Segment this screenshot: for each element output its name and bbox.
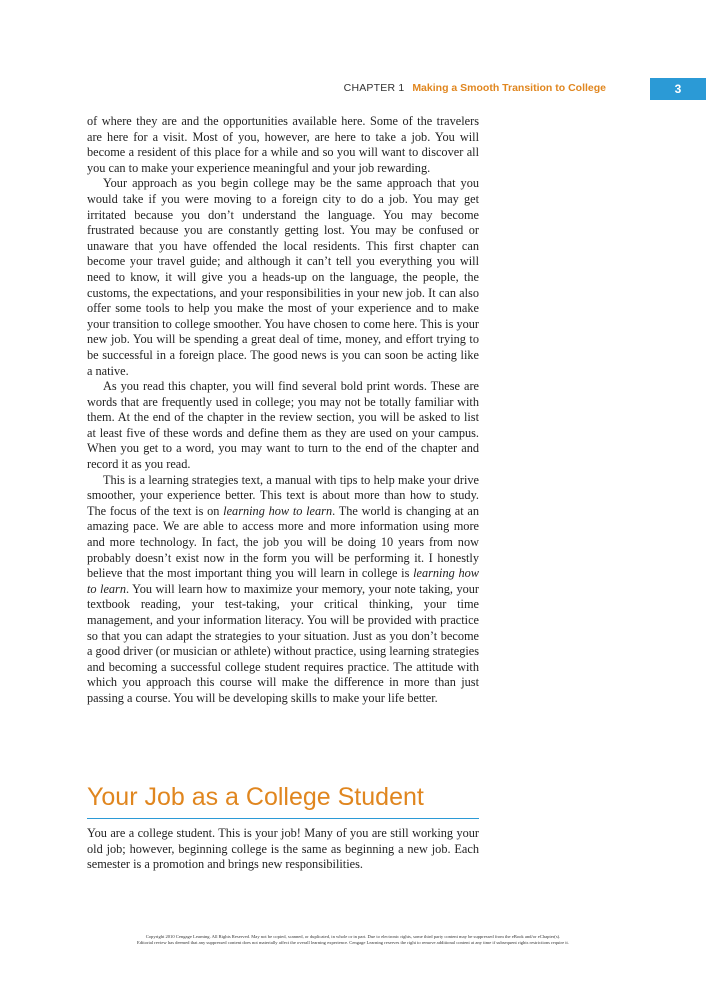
page-number: 3: [650, 78, 706, 100]
footer-line: Copyright 2010 Cengage Learning. All Rights Reserved. May not be copied, scanned, or duplicated, in whole or in part. Due to electronic rights, some third party content may be suppressed from the eBook and/or eChapter(s).: [145, 934, 561, 939]
paragraph: [87, 473, 479, 707]
emphasis: learning how to learn: [223, 503, 333, 518]
text-run: This is a learning strategies text, a manual with tips to help make your drive smoother, your experience better. This text is about more than how to study. The focus of the text is on: [87, 472, 479, 518]
chapter-label: [344, 82, 606, 94]
emphasis: learning how to learn: [87, 566, 479, 596]
running-header: [0, 78, 706, 100]
copyright-footer: [20, 934, 686, 946]
chapter-number: CHAPTER 1: [343, 82, 405, 94]
paragraph: As you read this chapter, you will find several bold print words. These are words that are frequently used in college; you may not be totally familiar with them. At the end of the chapter in the review section, you will be asked to list at least five of these words and define them as they are used on your campus. When you get to a word, you may want to turn to the end of the chapter and record it as you read.: [87, 379, 479, 472]
chapter-title: Making a Smooth Transition to College: [412, 82, 606, 94]
text-run: . You will learn how to maximize your memory, your note taking, your textbook reading, your test-taking, your critical thinking, your time management, and your information literacy. You will be provided with practice so that you can adapt the strategies to your situation. Just as you don’t become a good driver (or musician or athlete) without practice, using learning strategies and becoming a successful college student requires practice. The attitude with which you approach this course will make the difference in more than just passing a course. You will be developing skills to make your life better.: [87, 581, 480, 705]
section-paragraph: You are a college student. This is your job! Many of you are still working your old job; however, beginning college is the same as beginning a new job. Each semester is a promotion and brings new responsibilities.: [87, 826, 479, 872]
body-text: [87, 114, 479, 707]
paragraph: Your approach as you begin college may be the same approach that you would take if you were moving to a foreign city to do a job. You may get irritated because you don’t understand the language. You may become frustrated because you are constantly getting lost. You may be confused or unaware that you have offended the local residents. This first chapter can become your travel guide; and although it can’t tell you everything you will need to know, it will give you a heads-up on the language, the people, the customs, the expectations, and your responsibilities in your new job. It can also offer some tools to help you make the most of your experience and to make your transition to college smoother. You have chosen to come here. This is your new job. You will be spending a great deal of time, money, and effort trying to be successful in a foreign place. The good news is you can soon be acting like a native.: [87, 176, 479, 378]
paragraph: of where they are and the opportunities available here. Some of the travelers are here for a visit. Most of you, however, are here to take a job. You will become a resident of this place for a while and so you will want to discover all you can to make your experience meaningful and your job rewarding.: [87, 114, 479, 175]
text-run: . The world is changing at an amazing pace. We are able to access more and more information using more and more technology. In fact, the job you will be doing 10 years from now probably doesn’t exist now in the form you will be performing it. I honestly believe that the most important thing you will learn in college is: [87, 503, 479, 581]
footer-line: Editorial review has deemed that any suppressed content does not materially affect the overall learning experience. Cengage Learning reserves the right to remove additional content at any time if subsequent rights restrictions require it.: [137, 940, 569, 945]
section-heading: Your Job as a College Student: [87, 783, 479, 819]
